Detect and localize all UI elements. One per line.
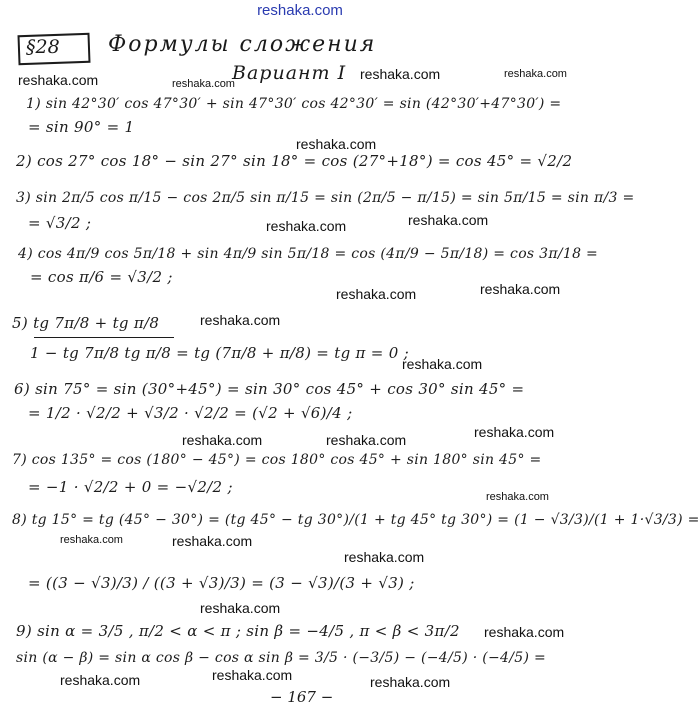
watermark: reshaka.com (326, 432, 407, 448)
page-number: − 167 − (270, 688, 334, 706)
problem-1-line-2: = sin 90° = 1 (28, 118, 135, 136)
watermark: reshaka.com (408, 212, 489, 228)
problem-9-line-2: sin (α − β) = sin α cos β − cos α sin β = 3/5 · (−3/5) − (−4/5) · (−4/5) = (16, 650, 546, 666)
watermark: reshaka.com (182, 432, 263, 448)
watermark: reshaka.com (344, 549, 425, 565)
watermark: reshaka.com (480, 281, 561, 297)
watermark: reshaka.com (370, 674, 451, 690)
problem-6-line-1: 6) sin 75° = sin (30°+45°) = sin 30° cos 45° + cos 30° sin 45° = (14, 380, 525, 398)
section-number: §28 (26, 36, 60, 58)
problem-7-line-1: 7) cos 135° = cos (180° − 45°) = cos 180° cos 45° + sin 180° sin 45° = (12, 452, 542, 468)
watermark: reshaka.com (296, 136, 377, 152)
problem-2-line-1: 2) cos 27° cos 18° − sin 27° sin 18° = cos (27°+18°) = cos 45° = √2/2 (16, 152, 573, 170)
watermark: reshaka.com (474, 424, 555, 440)
problem-9-line-1: 9) sin α = 3/5 , π/2 < α < π ; sin β = −4/5 , π < β < 3π/2 (16, 622, 460, 640)
problem-3-line-1: 3) sin 2π/5 cos π/15 − cos 2π/5 sin π/15 = sin (2π/5 − π/15) = sin 5π/15 = sin π/3 = (16, 190, 635, 206)
watermark: reshaka.com (200, 312, 281, 328)
watermark: reshaka.com (504, 68, 567, 80)
watermark: reshaka.com (60, 672, 141, 688)
watermark: reshaka.com (18, 72, 99, 88)
watermark: reshaka.com (200, 600, 281, 616)
watermark: reshaka.com (60, 534, 123, 546)
problem-4-line-2: = cos π/6 = √3/2 ; (30, 268, 173, 286)
problem-6-line-2: = 1/2 · √2/2 + √3/2 · √2/2 = (√2 + √6)/4 ; (28, 404, 353, 422)
watermark: reshaka.com (336, 286, 417, 302)
watermark: reshaka.com (486, 491, 549, 503)
problem-1-line-1: 1) sin 42°30′ cos 47°30′ + sin 47°30′ cos 42°30′ = sin (42°30′+47°30′) = (26, 96, 562, 112)
watermark: reshaka.com (402, 356, 483, 372)
problem-3-line-2: = √3/2 ; (28, 214, 92, 232)
watermark: reshaka.com (360, 66, 441, 82)
problem-5-denominator: 1 − tg 7π/8 tg π/8 = tg (7π/8 + π/8) = tg π = 0 ; (30, 344, 409, 362)
site-header[interactable]: reshaka.com (257, 2, 343, 19)
problem-7-line-2: = −1 · √2/2 + 0 = −√2/2 ; (28, 478, 233, 496)
watermark: reshaka.com (212, 667, 293, 683)
problem-5-fraction-bar (34, 337, 174, 338)
section-title: Формулы сложения (108, 32, 377, 57)
problem-8-line-2: = ((3 − √3)/3) / ((3 + √3)/3) = (3 − √3)/(3 + √3) ; (28, 574, 415, 592)
watermark: reshaka.com (172, 533, 253, 549)
problem-8-line-1: 8) tg 15° = tg (45° − 30°) = (tg 45° − tg 30°)/(1 + tg 45° tg 30°) = (1 − √3/3)/(1 + 1·√3/3) = (12, 512, 700, 528)
problem-5-numerator: 5) tg 7π/8 + tg π/8 (12, 314, 160, 332)
watermark: reshaka.com (484, 624, 565, 640)
variant-heading: Вариант I (232, 62, 347, 84)
watermark: reshaka.com (172, 78, 235, 90)
problem-4-line-1: 4) cos 4π/9 cos 5π/18 + sin 4π/9 sin 5π/18 = cos (4π/9 − 5π/18) = cos 3π/18 = (18, 246, 599, 262)
watermark: reshaka.com (266, 218, 347, 234)
